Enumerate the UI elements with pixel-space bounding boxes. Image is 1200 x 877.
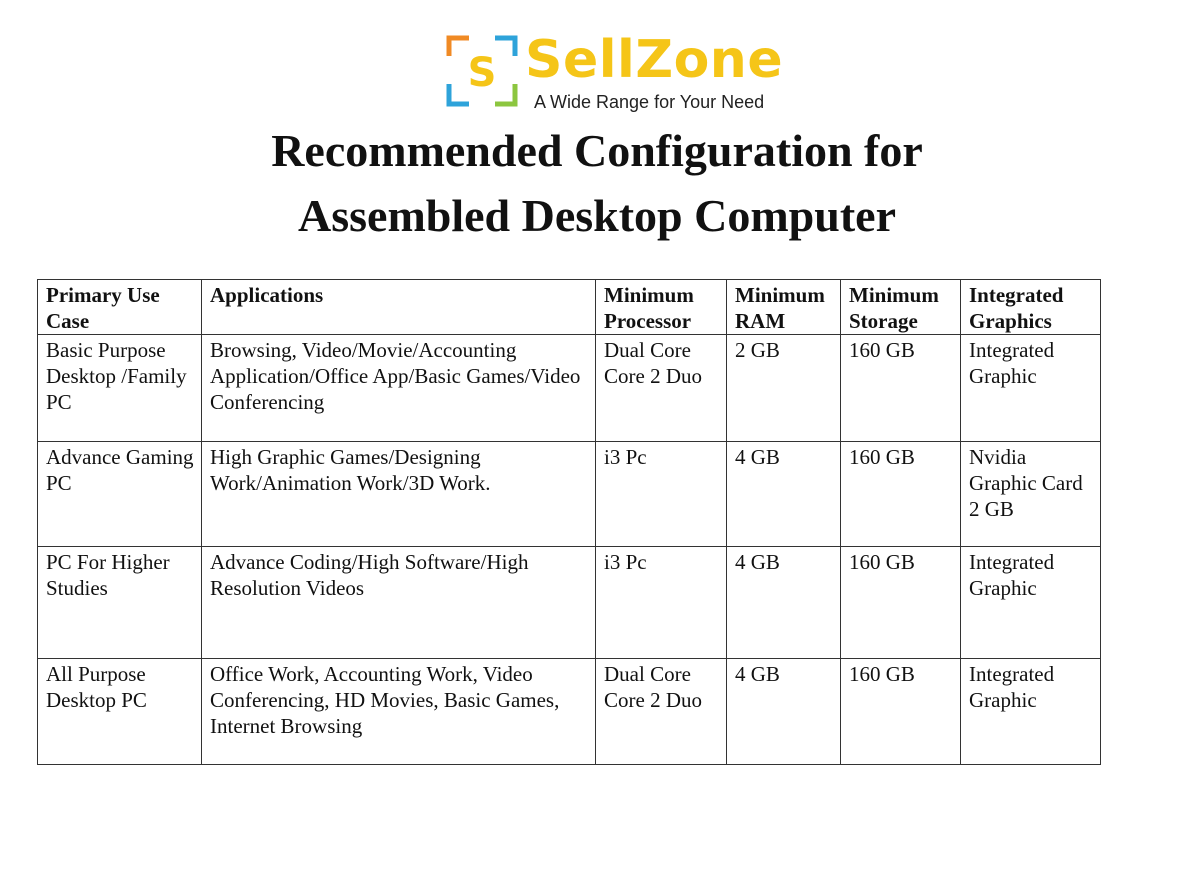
logo-letter: S: [467, 50, 497, 96]
cell-minimum-ram: 4 GB: [727, 659, 841, 765]
cell-integrated-graphics: Integrated Graphic: [961, 659, 1101, 765]
cell-minimum-processor: Dual Core Core 2 Duo: [596, 659, 727, 765]
cell-minimum-storage: 160 GB: [841, 547, 961, 659]
logo-bracket-top-right: [495, 38, 515, 56]
document-title-line-2: Assembled Desktop Computer: [298, 190, 896, 241]
cell-integrated-graphics: Integrated Graphic: [961, 547, 1101, 659]
table-row: [38, 547, 1101, 659]
logo-bracket-top-left: [449, 38, 469, 56]
document-title-line-1: Recommended Configuration for: [271, 125, 923, 176]
cell-minimum-storage: 160 GB: [841, 335, 961, 442]
document-title: [0, 118, 1194, 248]
cell-applications: Office Work, Accounting Work, Video Conferencing, HD Movies, Basic Games, Internet Browsing: [202, 659, 596, 765]
configuration-table: [37, 279, 1101, 765]
cell-applications: Browsing, Video/Movie/Accounting Application/Office App/Basic Games/Video Conferencing: [202, 335, 596, 442]
cell-integrated-graphics: Nvidia Graphic Card 2 GB: [961, 442, 1101, 547]
header-applications: Applications: [202, 280, 596, 335]
brand-name: SellZone: [525, 30, 784, 90]
cell-applications: High Graphic Games/Designing Work/Animation Work/3D Work.: [202, 442, 596, 547]
header-minimum-processor: Minimum Processor: [596, 280, 727, 335]
cell-minimum-storage: 160 GB: [841, 442, 961, 547]
header-primary-use-case: Primary Use Case: [38, 280, 202, 335]
cell-primary-use-case: All Purpose Desktop PC: [38, 659, 202, 765]
cell-minimum-ram: 4 GB: [727, 547, 841, 659]
cell-minimum-processor: Dual Core Core 2 Duo: [596, 335, 727, 442]
logo-bracket-bottom-right: [495, 84, 515, 104]
sellzone-logo-mark-icon: [445, 34, 519, 108]
logo-bracket-bottom-left: [449, 84, 469, 104]
sellzone-logo: [445, 30, 790, 114]
table-row: [38, 659, 1101, 765]
cell-minimum-ram: 4 GB: [727, 442, 841, 547]
cell-primary-use-case: Advance Gaming PC: [38, 442, 202, 547]
cell-primary-use-case: PC For Higher Studies: [38, 547, 202, 659]
cell-integrated-graphics: Integrated Graphic: [961, 335, 1101, 442]
cell-minimum-processor: i3 Pc: [596, 442, 727, 547]
cell-applications: Advance Coding/High Software/High Resolution Videos: [202, 547, 596, 659]
cell-minimum-processor: i3 Pc: [596, 547, 727, 659]
cell-primary-use-case: Basic Purpose Desktop /Family PC: [38, 335, 202, 442]
cell-minimum-storage: 160 GB: [841, 659, 961, 765]
table-row: [38, 335, 1101, 442]
header-integrated-graphics: Integrated Graphics: [961, 280, 1101, 335]
table-header-row: [38, 280, 1101, 335]
cell-minimum-ram: 2 GB: [727, 335, 841, 442]
brand-tagline: A Wide Range for Your Need: [534, 92, 765, 112]
header-minimum-storage: Minimum Storage: [841, 280, 961, 335]
header-minimum-ram: Minimum RAM: [727, 280, 841, 335]
table-row: [38, 442, 1101, 547]
